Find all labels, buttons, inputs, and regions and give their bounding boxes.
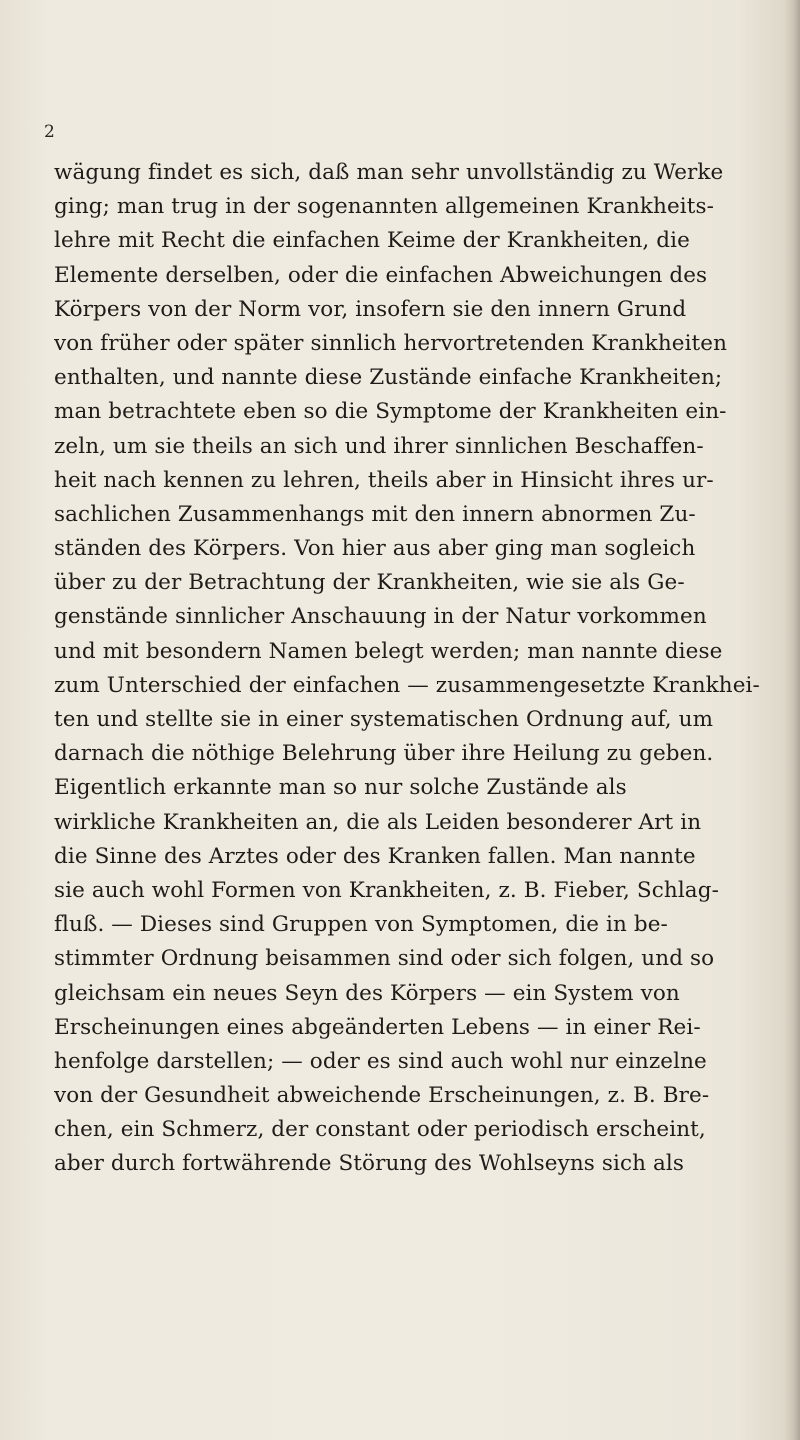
text-line: sachlichen Zusammenhangs mit den innern abnormen Zu-	[54, 501, 696, 527]
text-line: zum Unterschied der einfachen — zusammengesetzte Krankhei-	[54, 672, 760, 698]
text-line: heit nach kennen zu lehren, theils aber in Hinsicht ihres ur-	[54, 467, 714, 493]
text-line: Körpers von der Norm vor, insofern sie den innern Grund	[54, 296, 687, 322]
text-line: wägung findet es sich, daß man sehr unvollständig zu Werke	[54, 160, 724, 185]
page-number: 2	[44, 122, 55, 142]
text-line: stimmter Ordnung beisammen sind oder sich folgen, und so	[54, 946, 715, 972]
text-line: gleichsam ein neues Seyn des Körpers — ein System von	[54, 980, 680, 1006]
text-line: chen, ein Schmerz, der constant oder periodisch erscheint,	[54, 1117, 706, 1143]
text-line: genstände sinnlicher Anschauung in der Natur vorkommen	[54, 604, 707, 630]
text-line: henfolge darstellen; — oder es sind auch wohl nur einzelne	[54, 1048, 707, 1074]
page-edge-shadow	[784, 0, 800, 1440]
text-line: ständen des Körpers. Von hier aus aber ging man sogleich	[54, 536, 696, 562]
text-line: lehre mit Recht die einfachen Keime der Krankheiten, die	[54, 228, 690, 254]
text-line: von früher oder später sinnlich hervortretenden Krankheiten	[54, 330, 728, 356]
text-line: wirkliche Krankheiten an, die als Leiden besonderer Art in	[54, 809, 702, 835]
text-line: über zu der Betrachtung der Krankheiten, wie sie als Ge-	[54, 570, 685, 596]
text-line: die Sinne des Arztes oder des Kranken fallen. Man nannte	[54, 843, 696, 869]
text-line: sie auch wohl Formen von Krankheiten, z. B. Fieber, Schlag-	[54, 877, 719, 903]
text-line: Eigentlich erkannte man so nur solche Zustände als	[54, 775, 627, 801]
text-line: aber durch fortwährende Störung des Wohlseyns sich als	[54, 1151, 685, 1177]
text-line: Erscheinungen eines abgeänderten Lebens — in einer Rei-	[54, 1014, 701, 1040]
text-line: zeln, um sie theils an sich und ihrer sinnlichen Beschaffen-	[54, 433, 704, 459]
text-line: ging; man trug in der sogenannten allgemeinen Krankheits-	[54, 194, 715, 220]
text-line: enthalten, und nannte diese Zustände einfache Krankheiten;	[54, 365, 723, 391]
text-line: fluß. — Dieses sind Gruppen von Symptomen, die in be-	[54, 912, 668, 938]
text-line: ten und stellte sie in einer systematischen Ordnung auf, um	[54, 707, 714, 732]
body-text	[54, 156, 778, 1182]
text-line: und mit besondern Namen belegt werden; man nannte diese	[54, 638, 723, 664]
text-line: man betrachtete eben so die Symptome der Krankheiten ein-	[54, 399, 727, 425]
text-line: Elemente derselben, oder die einfachen Abweichungen des	[54, 262, 708, 288]
text-line: darnach die nöthige Belehrung über ihre Heilung zu geben.	[54, 741, 714, 767]
text-line: von der Gesundheit abweichende Erscheinungen, z. B. Bre-	[54, 1083, 710, 1109]
